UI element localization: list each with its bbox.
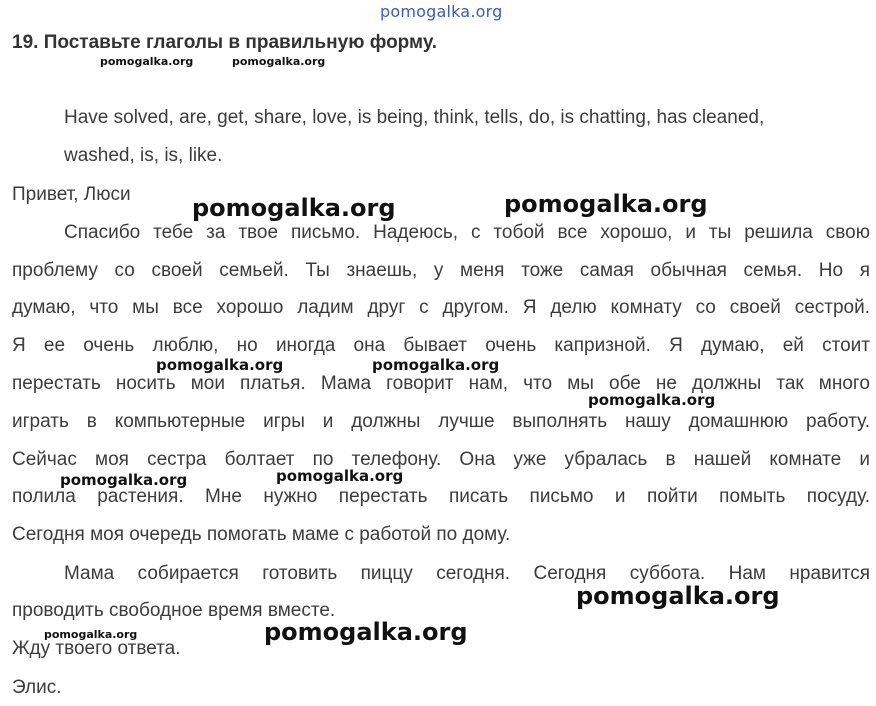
letter-line: играть в компьютерные игры и должны лучше выполнять нашу домашнюю работу. (12, 411, 870, 432)
watermark: pomogalka.org (232, 55, 326, 68)
watermark: pomogalka.org (372, 356, 500, 374)
letter-line: перестать носить мои платья. Мама говорит нам, что мы обе не должны так много (12, 373, 870, 394)
watermark: pomogalka.org (60, 471, 188, 489)
watermark: pomogalka.org (156, 356, 284, 374)
letter-line: проблему со своей семьей. Ты знаешь, у меня тоже самая обычная семья. Но я (12, 260, 870, 281)
letter-closing: Жду твоего ответа. (12, 638, 181, 659)
letter-line: Я ее очень люблю, но иногда она бывает очень капризной. Я думаю, ей стоит (12, 335, 870, 356)
watermark-top: pomogalka.org (380, 2, 503, 21)
watermark: pomogalka.org (192, 194, 396, 222)
watermark: pomogalka.org (276, 467, 404, 485)
letter-line: Мама собирается готовить пиццу сегодня. Сегодня суббота. Нам нравится (64, 563, 870, 584)
letter-line: думаю, что мы все хорошо ладим друг с другом. Я делю комнату со своей сестрой. (12, 297, 870, 318)
watermark: pomogalka.org (576, 582, 780, 610)
letter-line: Сейчас моя сестра болтает по телефону. Она уже убралась в нашей комнате и (12, 449, 870, 470)
watermark: pomogalka.org (44, 628, 138, 641)
watermark: pomogalka.org (264, 618, 468, 646)
verb-list-line-2: washed, is, is, like. (64, 145, 223, 166)
letter-signature: Элис. (12, 677, 62, 698)
letter-line: Сегодня моя очередь помогать маме с работой по дому. (12, 524, 511, 545)
exercise-heading: 19. Поставьте глаголы в правильную форму. (12, 32, 438, 53)
letter-line: Спасибо тебе за твое письмо. Надеюсь, с тобой все хорошо, и ты решила свою (64, 222, 870, 243)
watermark: pomogalka.org (588, 391, 716, 409)
letter-greeting: Привет, Люси (12, 184, 131, 205)
letter-line: проводить свободное время вместе. (12, 600, 336, 621)
letter-line: полила растения. Мне нужно перестать писать письмо и пойти помыть посуду. (12, 486, 870, 507)
watermark: pomogalka.org (504, 190, 708, 218)
watermark: pomogalka.org (100, 55, 194, 68)
verb-list-line-1: Have solved, are, get, share, love, is being, think, tells, do, is chatting, has cleaned, (64, 107, 765, 128)
